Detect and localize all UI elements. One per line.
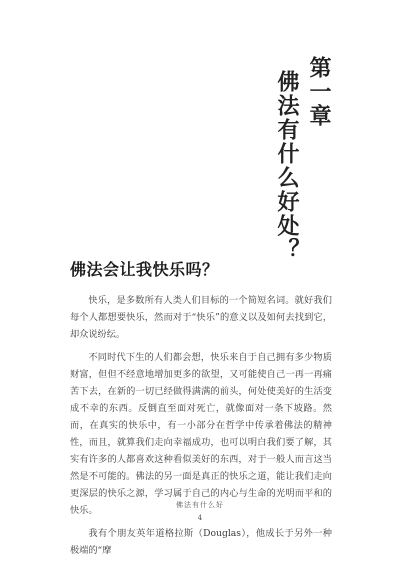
running-footer: 佛法有什么好 [176, 501, 224, 509]
paragraph: 我有个朋友英年道格拉斯（Douglas），他成长于另外一种极端的“摩 [70, 528, 332, 556]
body-text [70, 292, 332, 565]
paragraph: 不同时代下生的人们都会想，快乐来自于自己拥有多少物质财富，但但不经意地增加更多的欲望，又可能使自己一再一再痛苦下去，在新的一切已经做得满满的前头，何处使美好的生活变成不幸的东西。反倒直至面对死亡，就像面对一条下坡路。然而，在真实的快乐中，有一小部分在哲学中传承着佛法的精神性，而且，就算我们走向幸福成功，也可以明白我们要了解，其实有许多的人都喜欢这种看似美好的东西，对于一般人而言这当然是不可能的。佛法的另一面是真正的快乐之道，能让我们走向更深层的快乐之源，学习属于自己的内心与生命的光明而平和的快乐。 [70, 352, 332, 516]
chapter-number: 第一章 [306, 56, 332, 128]
paragraph: 快乐，是多数所有人类人们目标的一个简短名词。就好我们每个人都想要快乐，然而对于“快乐”的意义以及如何去找到它，却众说纷纭。 [70, 295, 332, 340]
page-number: 4 [197, 514, 203, 522]
chapter-heading [166, 56, 330, 262]
section-title: 佛法会让我快乐吗？ [70, 260, 219, 279]
chapter-title: 佛法有什么好处？ [274, 70, 300, 262]
